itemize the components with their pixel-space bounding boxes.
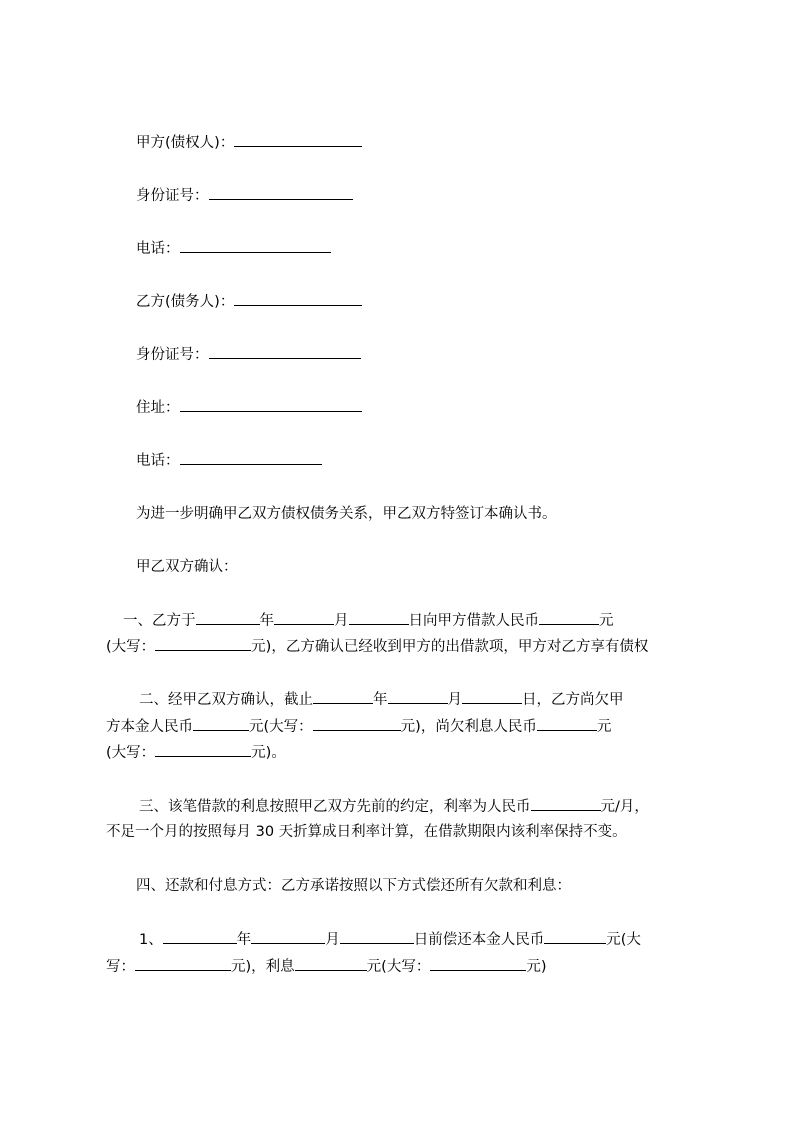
clause2-line2 <box>106 716 700 737</box>
clause3-rate-blank[interactable] <box>531 796 601 811</box>
clause4-item1-principal-capital-blank[interactable] <box>135 956 231 971</box>
clause1-year-label: 年 <box>259 613 274 629</box>
party-b-blank[interactable] <box>234 291 362 306</box>
clause4-item1-end: 元(大 <box>606 932 641 948</box>
clause1-line2 <box>106 636 700 657</box>
clause4-item1-interest-capital-blank[interactable] <box>430 956 526 971</box>
party-a-phone-blank[interactable] <box>180 238 331 253</box>
party-b-address-label: 住址： <box>136 400 180 416</box>
clause2-year-label: 年 <box>373 692 388 708</box>
confirm-heading: 甲乙双方确认： <box>136 559 238 575</box>
party-b-phone-label: 电话： <box>136 453 180 469</box>
party-b-label: 乙方(债务人)： <box>136 294 235 310</box>
clause2-line3-prefix: (大写： <box>106 745 156 761</box>
clause2-month-label: 月 <box>447 692 462 708</box>
clause1-amount-blank[interactable] <box>539 610 599 625</box>
party-b-address-line <box>136 397 362 418</box>
clause1-day-text: 日向甲方借款人民币 <box>408 613 539 629</box>
clause2-line2-end: 元 <box>596 719 612 735</box>
clause4-item1-year-blank[interactable] <box>163 929 237 944</box>
party-b-phone-line <box>136 450 322 471</box>
clause2-year-blank[interactable] <box>313 689 373 704</box>
clause2-principal-blank[interactable] <box>193 716 249 731</box>
clause2-line2-mid2: 元)，尚欠利息人民币 <box>400 719 537 735</box>
party-a-id-label: 身份证号： <box>136 188 209 204</box>
party-b-line <box>136 291 362 312</box>
intro-paragraph: 为进一步明确甲乙双方债权债务关系，甲乙双方特签订本确认书。 <box>136 506 557 522</box>
clause1-line1 <box>106 610 717 631</box>
clause4-item1-month-label: 月 <box>325 932 340 948</box>
clause4-item1-month-blank[interactable] <box>251 929 325 944</box>
clause1-month-blank[interactable] <box>274 610 334 625</box>
clause2-principal-capital-blank[interactable] <box>313 716 401 731</box>
party-a-label: 甲方(债权人)： <box>136 135 235 151</box>
party-b-address-blank[interactable] <box>180 397 362 412</box>
clause1-month-label: 月 <box>334 613 349 629</box>
clause1-line2-rest: 元)，乙方确认已经收到甲方的出借款项，甲方对乙方享有债权 <box>251 639 649 655</box>
clause3-suffix: 元/月， <box>600 799 649 815</box>
clause2-line2-mid: 元(大写： <box>249 719 313 735</box>
clause1-year-blank[interactable] <box>196 610 260 625</box>
clause4-item1-year-label: 年 <box>236 932 252 948</box>
clause4-item1-line2-end: 元) <box>526 959 547 975</box>
party-a-phone-label: 电话： <box>136 241 180 257</box>
clause4-heading: 四、还款和付息方式：乙方承诺按照以下方式偿还所有欠款和利息： <box>136 878 571 894</box>
clause2-line3 <box>106 742 700 763</box>
party-b-id-line <box>136 344 361 365</box>
clause2-day-text: 日，乙方尚欠甲 <box>522 692 624 708</box>
clause3-prefix: 三、该笔借款的利息按照甲乙双方先前的约定，利率为人民币 <box>139 799 531 815</box>
clause2-line3-end: 元)。 <box>251 745 286 761</box>
clause2-interest-capital-blank[interactable] <box>155 742 251 757</box>
clause2-interest-blank[interactable] <box>537 716 597 731</box>
clause1-yuan-label: 元 <box>599 613 614 629</box>
clause1-capital-blank[interactable] <box>155 636 251 651</box>
clause1-line2-prefix: (大写： <box>106 639 156 655</box>
clause4-item1-line2-prefix: 写： <box>106 959 135 975</box>
clause4-item1-line2-mid2: 元(大写： <box>366 959 431 975</box>
party-a-phone-line <box>136 238 331 259</box>
clause4-item1-interest-blank[interactable] <box>295 956 367 971</box>
clause4-item1-principal-blank[interactable] <box>544 929 606 944</box>
clause2-line1 <box>106 689 733 710</box>
clause4-item1-line2-mid: 元)，利息 <box>231 959 295 975</box>
party-a-id-blank[interactable] <box>209 185 353 200</box>
clause3-line2: 不足一个月的按照每月 30 天折算成日利率计算，在借款期限内该利率保持不变。 <box>106 824 627 840</box>
clause1-prefix: 一、乙方于 <box>123 613 196 629</box>
clause2-prefix: 二、经甲乙双方确认，截止 <box>139 692 313 708</box>
party-b-id-label: 身份证号： <box>136 347 209 363</box>
clause2-line2-prefix: 方本金人民币 <box>106 719 193 735</box>
clause4-item1-line1 <box>106 929 733 950</box>
party-b-phone-blank[interactable] <box>180 450 322 465</box>
party-a-line <box>136 132 362 153</box>
party-a-id-line <box>136 185 353 206</box>
clause4-item1-day-text: 日前偿还本金人民币 <box>413 932 545 948</box>
clause2-day-blank[interactable] <box>462 689 522 704</box>
party-b-id-blank[interactable] <box>209 344 361 359</box>
clause4-item1-prefix: 1、 <box>139 932 163 948</box>
clause4-item1-line2 <box>106 956 700 977</box>
clause1-day-blank[interactable] <box>349 610 409 625</box>
clause2-month-blank[interactable] <box>388 689 448 704</box>
clause3-line1 <box>106 796 733 817</box>
clause4-item1-day-blank[interactable] <box>340 929 414 944</box>
party-a-blank[interactable] <box>234 132 362 147</box>
